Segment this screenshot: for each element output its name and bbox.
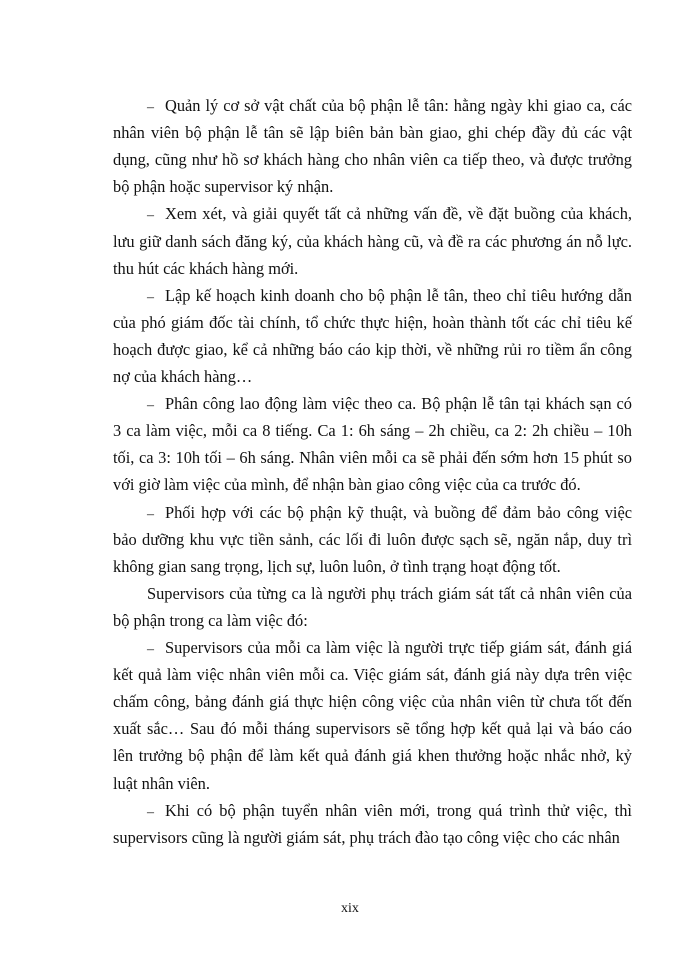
text-line: [113, 692, 632, 712]
text-line: [147, 96, 632, 118]
bullet-dash-icon: –: [147, 642, 154, 657]
line-text: Supervisors của từng ca là người phụ trách giám sát tất cả nhân viên của: [147, 583, 632, 603]
text-line: [147, 394, 632, 416]
line-text: xuất sắc… Sau đó mỗi tháng supervisors sẽ tổng hợp kết quả lại và báo cáo: [113, 719, 632, 739]
text-line: [113, 259, 632, 279]
line-text: supervisors cũng là người giám sát, phụ trách đào tạo công việc cho các nhân: [113, 827, 620, 847]
bullet-dash-icon: –: [147, 100, 154, 115]
text-line: [113, 530, 632, 550]
text-line: [147, 801, 632, 823]
bullet-dash-icon: –: [147, 208, 154, 224]
text-line: [113, 746, 632, 766]
line-text: Lập kế hoạch kinh doanh cho bộ phận lễ tân, theo chỉ tiêu hướng dẫn: [165, 285, 632, 305]
line-text: chấm công, bảng đánh giá thực hiện công việc của nhân viên từ chưa tốt đến: [113, 692, 632, 712]
line-text: 3 ca làm việc, mỗi ca 8 tiếng. Ca 1: 6h sáng – 2h chiều, ca 2: 2h chiều – 10h: [113, 421, 632, 441]
line-text: nhân viên bộ phận lễ tân sẽ lập biên bản bàn giao, ghi chép đầy đủ các vật: [113, 123, 632, 143]
text-line: [113, 123, 632, 143]
line-text: bộ phận hoặc supervisor ký nhận.: [113, 177, 334, 197]
text-line: [113, 150, 632, 170]
text-line: [147, 638, 632, 660]
text-line: [113, 448, 632, 468]
text-line: [147, 503, 632, 525]
text-line: [113, 177, 632, 197]
line-text: nợ của khách hàng…: [113, 367, 253, 386]
text-line: [113, 313, 632, 333]
line-text: với giờ làm việc của mình, để nhận bàn giao công việc của ca trước đó.: [113, 475, 581, 495]
line-text: kết quả làm việc nhân viên mỗi ca. Việc giám sát, đánh giá này dựa trên việc: [113, 665, 632, 685]
line-text: Phối hợp với các bộ phận kỹ thuật, và buồng để đảm bảo công việc: [165, 502, 632, 522]
line-text: thu hút các khách hàng mới.: [113, 258, 299, 278]
line-text: bảo dưỡng khu vực tiền sảnh, các lối đi luôn được sạch sẽ, ngăn nắp, duy trì: [113, 529, 632, 549]
line-text: Quản lý cơ sở vật chất của bộ phận lễ tân: hằng ngày khi giao ca, các: [165, 96, 632, 115]
line-text: Supervisors của mỗi ca làm việc là người trực tiếp giám sát, đánh giá: [165, 638, 632, 657]
line-text: luật nhân viên.: [113, 773, 210, 793]
text-line: [113, 557, 632, 577]
text-line: [113, 421, 632, 441]
bullet-dash-icon: –: [147, 804, 154, 820]
text-line: [147, 584, 632, 604]
text-line: [113, 774, 632, 794]
line-text: Xem xét, và giải quyết tất cả những vấn đề, về đặt buồng của khách,: [165, 204, 632, 224]
line-text: lên trưởng bộ phận để làm kết quả đánh giá khen thưởng hoặc nhắc nhở, kỷ: [113, 746, 632, 766]
bullet-dash-icon: –: [147, 398, 154, 414]
line-text: không gian sang trọng, lịch sự, luôn luôn, ở tình trạng hoạt động tốt.: [113, 556, 561, 576]
line-text: hoạch được giao, kể cả những báo cáo kịp thời, về những rủi ro tiềm ẩn công: [113, 339, 632, 359]
line-text: của phó giám đốc tài chính, tổ chức thực hiện, hoàn thành tốt các chỉ tiêu kế: [113, 312, 632, 332]
text-line: [147, 286, 632, 308]
line-text: dụng, cũng như hồ sơ khách hàng cho nhân viên ca tiếp theo, và được trưởng: [113, 150, 632, 170]
text-line: [147, 204, 632, 226]
page-number: xix: [341, 901, 359, 916]
bullet-dash-icon: –: [147, 506, 154, 522]
text-line: [113, 340, 632, 360]
line-text: Phân công lao động làm việc theo ca. Bộ phận lễ tân tại khách sạn có: [165, 394, 632, 414]
text-line: [113, 367, 632, 387]
line-text: Khi có bộ phận tuyển nhân viên mới, trong quá trình thử việc, thì: [165, 800, 632, 820]
text-line: [113, 719, 632, 739]
line-text: lưu giữ danh sách đăng ký, của khách hàng cũ, và đề ra các phương án nỗ lực.: [113, 231, 632, 251]
line-text: bộ phận trong ca làm việc đó:: [113, 610, 308, 630]
text-line: [113, 611, 632, 631]
line-text: tối, ca 3: 10h tối – 6h sáng. Nhân viên mỗi ca sẽ phải đến sớm hơn 15 phút so: [113, 448, 632, 468]
text-line: [113, 828, 632, 848]
text-line: [113, 232, 632, 252]
text-line: [113, 665, 632, 685]
text-line: [113, 475, 632, 495]
bullet-dash-icon: –: [147, 289, 154, 305]
